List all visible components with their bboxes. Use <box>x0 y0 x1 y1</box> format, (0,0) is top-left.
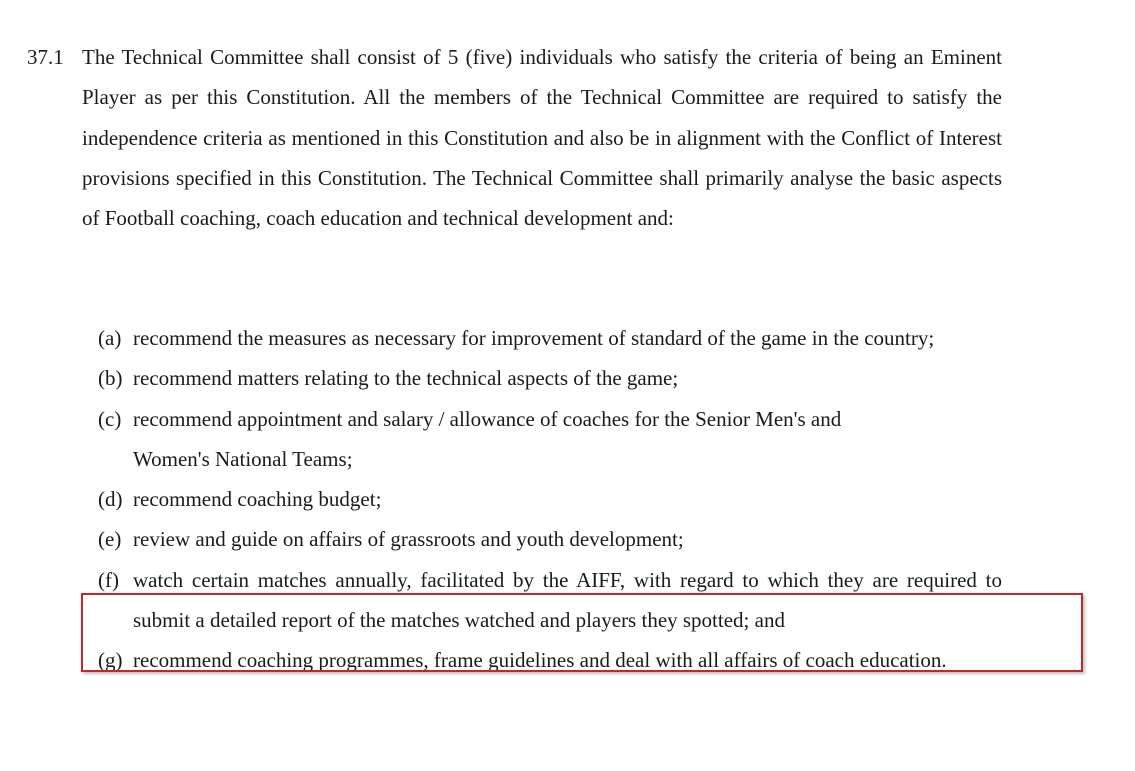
item-label: (g) <box>98 648 123 673</box>
list-item <box>98 399 1002 480</box>
item-text: recommend coaching programmes, frame guidelines and deal with all affairs of coach education. <box>133 648 947 673</box>
item-label: (b) <box>98 366 123 391</box>
clause-number: 37.1 <box>27 45 64 69</box>
item-text: recommend coaching budget; <box>133 487 382 512</box>
item-label: (e) <box>98 527 122 552</box>
item-list <box>98 318 1002 681</box>
item-label: (d) <box>98 487 123 512</box>
item-text: recommend the measures as necessary for improvement of standard of the game in the country; <box>133 326 935 350</box>
list-item-highlighted <box>98 560 1002 641</box>
item-text: watch certain matches annually, facilitated by the AIFF, with regard to which they are required to submit a detailed report of the matches watched and players they spotted; and <box>133 567 1002 633</box>
list-item <box>98 358 1002 398</box>
item-text: review and guide on affairs of grassroots and youth development; <box>133 527 684 552</box>
list-item <box>98 318 1002 358</box>
list-item <box>98 519 1002 559</box>
item-label: (f) <box>98 567 119 592</box>
list-item <box>98 479 1002 519</box>
item-label: (c) <box>98 406 122 431</box>
item-label: (a) <box>98 326 122 350</box>
item-text: recommend appointment and salary / allowance of coaches for the Senior Men's and Women's National Teams; <box>133 406 842 471</box>
clause-text: The Technical Committee shall consist of 5 (five) individuals who satisfy the criteria of being an Eminent Player as per this Constitution. All the members of the Technical Committee are required to satisfy the independence criteria as mentioned in this Constitution and also be in alignment with the Conflict of Interest provisions specified in this Constitution. The Technical Committee shall primarily analyse the basic aspects of Football coaching, coach education and technical development and: <box>82 45 1002 231</box>
list-item <box>98 640 1002 680</box>
item-text: recommend matters relating to the technical aspects of the game; <box>133 366 679 391</box>
